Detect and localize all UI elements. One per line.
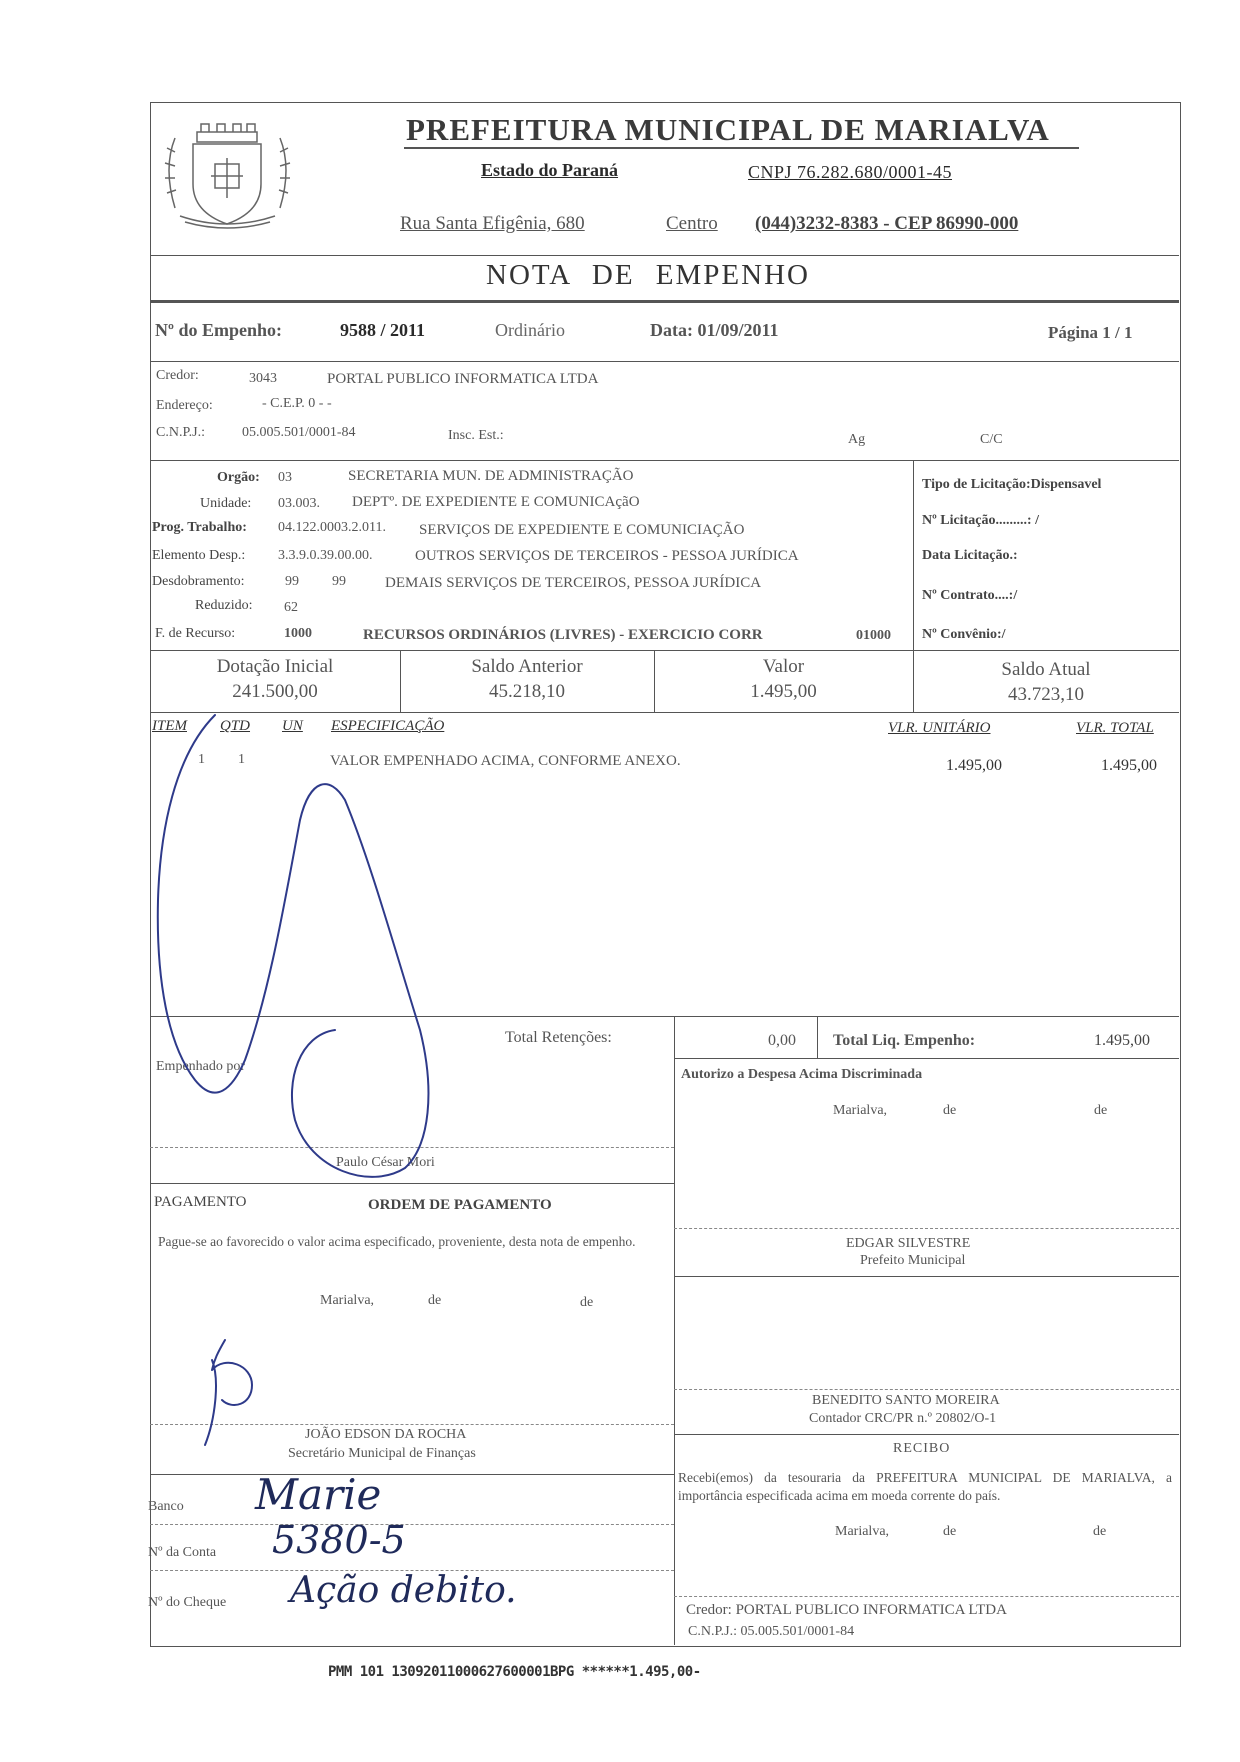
pagamento-signature xyxy=(205,1340,252,1445)
autorizo-text: Autorizo a Despesa Acima Discriminada xyxy=(681,1067,923,1082)
orgao-label: Orgão: xyxy=(217,470,260,485)
unidade-code: 03.003. xyxy=(278,496,320,511)
licitacao-numero: Nº Licitação.........: / xyxy=(922,513,1039,528)
empenho-number-label: Nº do Empenho: xyxy=(155,320,282,340)
recibo-de-2: de xyxy=(1093,1524,1107,1539)
empenhado-label: Empenhado por xyxy=(156,1059,246,1074)
fonte-code: 1000 xyxy=(284,626,312,641)
contador-role: Contador CRC/PR n.º 20802/O-1 xyxy=(809,1411,997,1426)
address-label: Endereço: xyxy=(156,398,213,413)
pagamento-label: PAGAMENTO xyxy=(154,1194,247,1210)
banco-handwritten: Marie xyxy=(255,1470,382,1519)
prefeito-name: EDGAR SILVESTRE xyxy=(846,1236,971,1251)
recibo-de-1: de xyxy=(943,1524,957,1539)
cc-label: C/C xyxy=(980,432,1003,447)
col-item: ITEM xyxy=(152,718,187,734)
licitacao-tipo: Tipo de Licitação:Dispensavel xyxy=(922,477,1102,492)
table-row-spec: VALOR EMPENHADO ACIMA, CONFORME ANEXO. xyxy=(330,753,681,769)
page-number: Página 1 / 1 xyxy=(1048,323,1133,342)
contrato: Nº Contrato....:/ xyxy=(922,588,1018,603)
banco-label: Banco xyxy=(148,1499,184,1514)
autorizo-de-2: de xyxy=(1094,1103,1108,1118)
credor-name: PORTAL PUBLICO INFORMATICA LTDA xyxy=(327,371,599,387)
licitacao-data: Data Licitação.: xyxy=(922,548,1018,563)
ag-label: Ag xyxy=(848,432,866,447)
conta-label: Nº da Conta xyxy=(148,1545,217,1560)
credor-cnpj: 05.005.501/0001-84 xyxy=(242,425,356,440)
ordem-pagamento-title: ORDEM DE PAGAMENTO xyxy=(368,1197,552,1213)
saldo-atual-value: 43.723,10 xyxy=(1008,684,1084,705)
orgao-desc: SECRETARIA MUN. DE ADMINISTRAÇÃO xyxy=(348,468,634,484)
header-district: Centro xyxy=(666,213,718,234)
valor-label: Valor xyxy=(762,656,805,677)
desdobramento-code-1: 99 xyxy=(285,574,299,589)
table-row-unit: 1.495,00 xyxy=(946,757,1002,774)
fonte-label: F. de Recurso: xyxy=(155,626,236,641)
desdobramento-desc: DEMAIS SERVIÇOS DE TERCEIROS, PESSOA JURÍDICA xyxy=(385,575,762,591)
col-unit-value: VLR. UNITÁRIO xyxy=(888,720,991,736)
prog-label: Prog. Trabalho: xyxy=(152,520,247,535)
reduzido-value: 62 xyxy=(284,600,298,615)
address-value: - C.E.P. 0 - - xyxy=(262,396,332,411)
col-total-value: VLR. TOTAL xyxy=(1076,720,1154,736)
empenho-date: Data: 01/09/2011 xyxy=(650,320,779,340)
pagamento-city: Marialva, xyxy=(320,1293,375,1308)
empenho-type: Ordinário xyxy=(495,320,565,340)
recibo-cnpj: C.N.P.J.: 05.005.501/0001-84 xyxy=(688,1624,855,1639)
credor-code: 3043 xyxy=(249,371,277,386)
table-row-total: 1.495,00 xyxy=(1101,757,1157,774)
prog-code: 04.122.0003.2.011. xyxy=(278,520,386,535)
unidade-label: Unidade: xyxy=(200,496,252,511)
dotacao-value: 241.500,00 xyxy=(232,681,318,702)
credor-label: Credor: xyxy=(156,368,199,383)
conta-handwritten: 5380-5 xyxy=(272,1518,406,1562)
header-state: Estado do Paraná xyxy=(481,160,619,180)
saldo-anterior-label: Saldo Anterior xyxy=(471,656,583,677)
retencoes-label: Total Retenções: xyxy=(505,1029,612,1046)
elemento-desc: OUTROS SERVIÇOS DE TERCEIROS - PESSOA JURÍDICA xyxy=(415,548,799,564)
retencoes-value: 0,00 xyxy=(768,1032,796,1049)
saldo-atual-label: Saldo Atual xyxy=(1001,659,1091,680)
dotacao-label: Dotação Inicial xyxy=(216,656,334,677)
pagamento-de-1: de xyxy=(428,1293,442,1308)
pagamento-de-2: de xyxy=(580,1295,594,1310)
recibo-text: Recebi(emos) da tesouraria da PREFEITURA MUNICIPAL DE MARIALVA, a importância especificada acima em moeda corrente do país. xyxy=(678,1470,1172,1503)
col-spec: ESPECIFICAÇÃO xyxy=(331,718,445,734)
recibo-title: RECIBO xyxy=(893,1441,951,1456)
pagamento-text: Pague-se ao favorecido o valor acima especificado, proveniente, desta nota de empenho. xyxy=(158,1234,636,1249)
insc-est-label: Insc. Est.: xyxy=(448,428,504,443)
fonte-desc: RECURSOS ORDINÁRIOS (LIVRES) - EXERCICIO CORR xyxy=(363,627,763,643)
pagamento-signer: JOÃO EDSON DA ROCHA xyxy=(305,1427,467,1442)
pagamento-role: Secretário Municipal de Finanças xyxy=(288,1446,476,1461)
autorizo-de-1: de xyxy=(943,1103,957,1118)
desdobramento-code-2: 99 xyxy=(332,574,346,589)
recibo-city: Marialva, xyxy=(835,1524,890,1539)
header-phone-cep: (044)3232-8383 - CEP 86990-000 xyxy=(755,213,1019,234)
prefeito-role: Prefeito Municipal xyxy=(860,1253,966,1268)
valor-value: 1.495,00 xyxy=(750,681,817,702)
header-cnpj: CNPJ 76.282.680/0001-45 xyxy=(748,162,953,182)
empenhado-signature-loop xyxy=(158,715,429,1177)
document-title: NOTA DE EMPENHO xyxy=(486,259,810,291)
empenhado-signer: Paulo César Mori xyxy=(336,1155,435,1170)
footer-code: PMM 101 13092011000627600001BPG ******1.495,00- xyxy=(328,1664,701,1680)
cheque-handwritten: Ação debito. xyxy=(290,1570,517,1611)
prog-desc: SERVIÇOS DE EXPEDIENTE E COMUNICIAÇÃO xyxy=(419,522,745,538)
desdobramento-label: Desdobramento: xyxy=(152,574,245,589)
col-un: UN xyxy=(282,718,303,734)
elemento-label: Elemento Desp.: xyxy=(152,548,246,563)
credor-cnpj-label: C.N.P.J.: xyxy=(156,425,206,440)
saldo-anterior-value: 45.218,10 xyxy=(489,681,565,702)
contador-name: BENEDITO SANTO MOREIRA xyxy=(812,1393,1000,1408)
table-row-item: 1 xyxy=(198,752,205,767)
header-title: PREFEITURA MUNICIPAL DE MARIALVA xyxy=(406,112,1050,147)
liq-label: Total Liq. Empenho: xyxy=(833,1032,976,1049)
recibo-credor: Credor: PORTAL PUBLICO INFORMATICA LTDA xyxy=(686,1602,1007,1618)
elemento-code: 3.3.9.0.39.00.00. xyxy=(278,548,373,563)
orgao-code: 03 xyxy=(278,470,292,485)
header-street: Rua Santa Efigênia, 680 xyxy=(400,213,585,234)
reduzido-label: Reduzido: xyxy=(195,598,253,613)
col-qtd: QTD xyxy=(220,718,251,734)
convenio: Nº Convênio:/ xyxy=(922,627,1006,642)
cheque-label: Nº do Cheque xyxy=(148,1595,227,1610)
empenho-number: 9588 / 2011 xyxy=(340,320,426,340)
unidade-desc: DEPTº. DE EXPEDIENTE E COMUNICAçãO xyxy=(352,494,640,510)
liq-value: 1.495,00 xyxy=(1094,1032,1150,1049)
table-row-qtd: 1 xyxy=(238,752,245,767)
fonte-extra: 01000 xyxy=(856,628,891,643)
autorizo-city: Marialva, xyxy=(833,1103,888,1118)
